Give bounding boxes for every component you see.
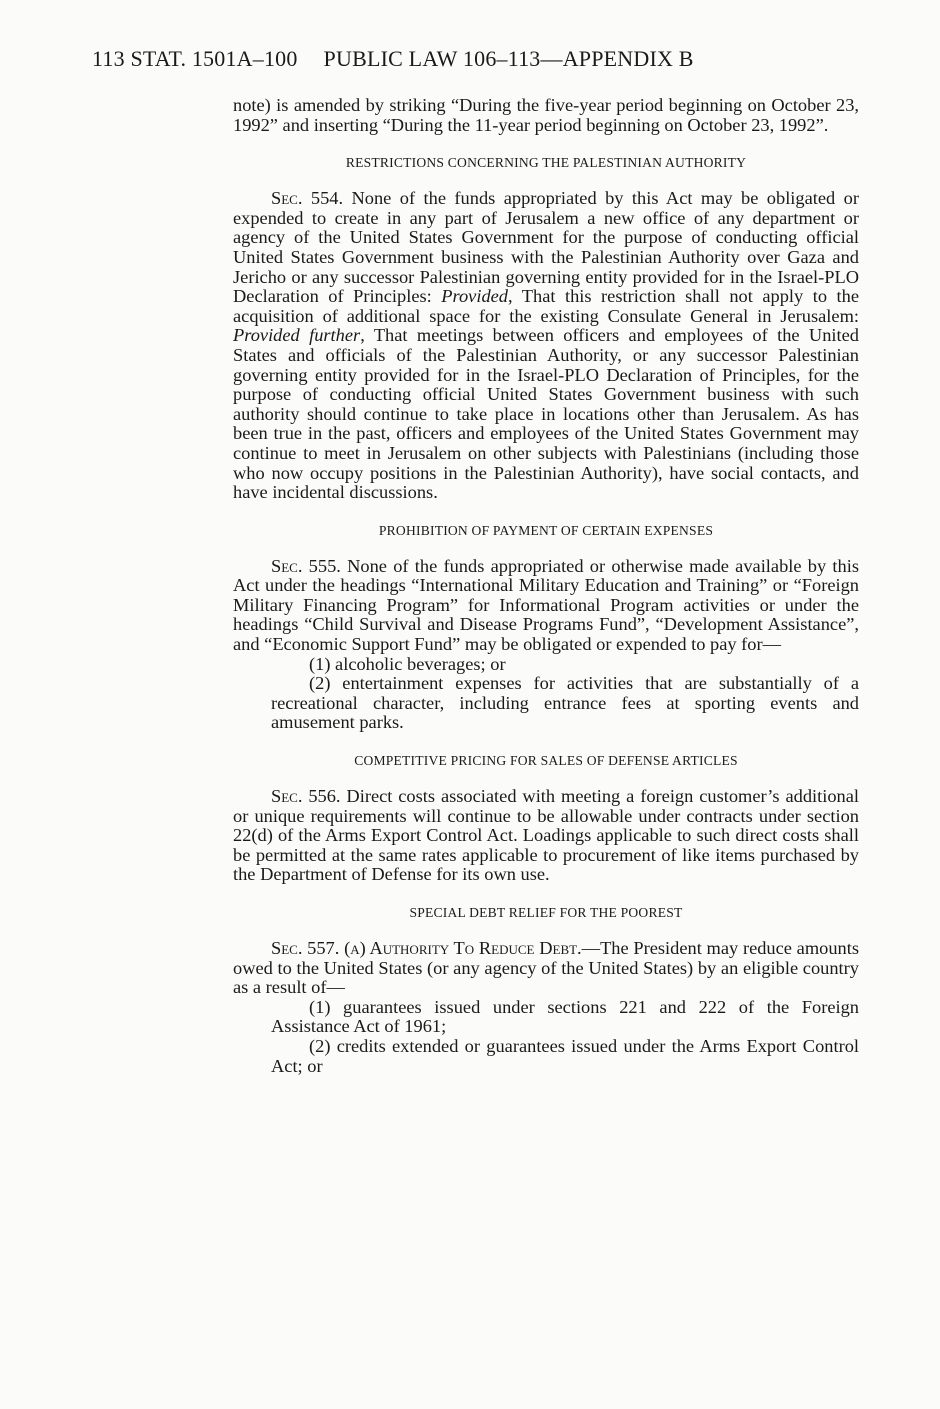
section-555-paragraph [233, 557, 859, 655]
section-554-proviso-2: Provided further [233, 325, 361, 346]
section-555-item-1: (1) alcoholic beverages; or [309, 653, 506, 674]
section-556-heading: COMPETITIVE PRICING FOR SALES OF DEFENSE ARTICLES [354, 753, 738, 769]
section-556-paragraph [233, 787, 859, 885]
section-556-text: Direct costs associated with meeting a foreign customer’s additional or unique requirements will continue to be allowable under contracts under section 22(d) of the Arms Export Control Act. Loadings applicable to such direct costs shall be permitted at the same rates applicable to procurement of like items purchased by the Department of Defense for its own use. [233, 786, 860, 885]
section-554-text-3: , That meetings between officers and employees of the United States and officials of the Palestinian Authority, or any successor Palestinian governing entity provided for in the Israel-PLO Declaration of Principles, for the purpose of conducting official United States Government business with such authority should continue to take place in locations other than Jerusalem. As has been true in the past, officers and employees of the United States Government may continue to meet in Jerusalem on other subjects with Palestinians (including those who now occupy positions in the Palestinian Authority), have social contacts, and have incidental discussions. [233, 325, 859, 503]
section-554-text-1: None of the funds appropriated by this Act may be obligated or expended to create in any part of Jerusalem a new office of any department or agency of the United States Government for the purpose of conducting official United States Government business with the Palestinian Authority over Gaza and Jericho or any successor Palestinian governing entity provided for in the Israel-PLO Declaration of Principles: [233, 188, 859, 307]
section-554-text-2: , That this restriction shall not apply to the acquisition of additional space for the existing Consulate General in Jerusalem: [233, 286, 859, 326]
section-555-label: Sec. 555. [271, 555, 341, 576]
section-557-item-1: (1) guarantees issued under sections 221 and 222 of the Foreign Assistance Act of 1961; [271, 996, 859, 1037]
section-554-heading: RESTRICTIONS CONCERNING THE PALESTINIAN AUTHORITY [345, 155, 747, 171]
section-554-proviso-1: Provided [441, 286, 508, 307]
section-555-heading: PROHIBITION OF PAYMENT OF CERTAIN EXPENSES [378, 522, 714, 538]
page-reference: 113 STAT. 1501A–100 [92, 46, 298, 71]
section-557-heading: SPECIAL DEBT RELIEF FOR THE POOREST [409, 905, 683, 920]
section-556-label: Sec. 556. [271, 786, 341, 807]
section-555-text: None of the funds appropriated or otherwise made available by this Act under the headings “International Military Education and Training” or “Foreign Military Financing Program” for Informational Program activities or under the headings “Child Survival and Disease Programs Fund”, “Development Assistance”, and “Economic Support Fund” may be obligated or expended to pay for— [233, 555, 860, 655]
section-555-item-2: (2) entertainment expenses for activities that are substantially of a recreational character, including entrance fees at sporting events and amusement parks. [271, 673, 859, 733]
continuation-paragraph: note) is amended by striking “During the five-year period beginning on October 23, 1992” and inserting “During the 11-year period beginning on October 23, 1992”. [233, 95, 859, 135]
running-head-title: PUBLIC LAW 106–113—APPENDIX B [323, 46, 694, 71]
section-554-paragraph [233, 189, 859, 503]
section-554-label: Sec. 554. [271, 188, 344, 209]
section-557-label: Sec. 557. [271, 938, 340, 958]
running-head [92, 46, 694, 72]
section-557-paragraph [233, 939, 859, 998]
section-557-text: —The President may reduce amounts owed to the United States (or any agency of the United States) by an eligible country as a result of— [233, 938, 859, 998]
section-557-item-2: (2) credits extended or guarantees issued under the Arms Export Control Act; or [271, 1035, 859, 1076]
section-557-subsection-label: (a) Authority To Reduce Debt. [339, 938, 582, 958]
document-body [233, 96, 859, 1076]
